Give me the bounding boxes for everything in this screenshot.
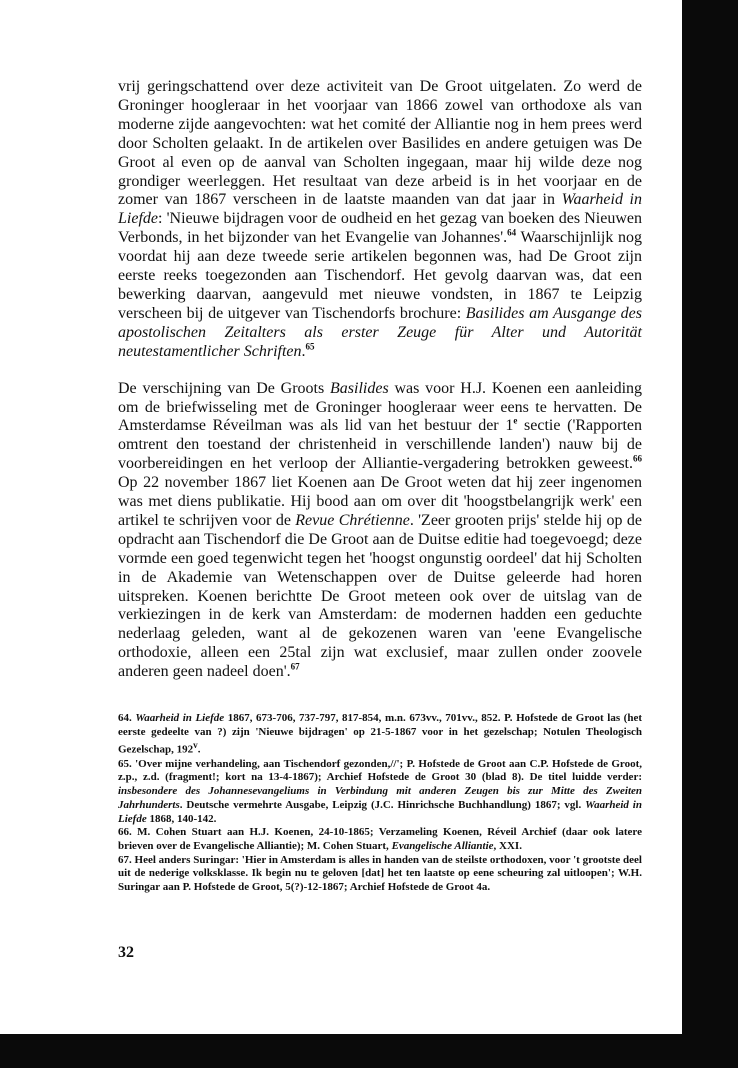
paragraph-1: vrij geringschattend over deze activiteit van De Groot uitgelaten. Zo werd de Groninger hoogleraar in het voorjaar van 1866 zowel van orthodoxe als van moderne zijde aangevochten: wat het comité der Alliantie nog in hem prees werd door Scholten gelaakt. In de artikelen over Basilides en andere getuigen was De Groot al even op de aanval van Scholten ingegaan, maar hij wilde deze nog grondiger weerleggen. Het resultaat van deze arbeid is in het voorjaar en de zomer van 1867 verscheen in de laatste maanden van dat jaar in Waarheid in Liefde: 'Nieuwe bijdragen voor de oudheid en het gezag van boeken des Nieuwen Verbonds, in het bijzonder van het Evangelie van Johannes'.$^{64}$ Waarschijnlijk nog voordat hij aan deze tweede serie artikelen begonnen was, had De Groot zijn eerste reeks toegezonden aan Tischendorf. Het gevolg daarvan was, dat een bewerking daarvan, aangevuld met nieuwe vondsten, in 1867 te Leipzig verscheen bij de uitgever van Tischendorfs brochure: Basilides am Ausgange des apostolischen Zeitalters als erster Zeuge für Alter und Autorität neutestamentlicher Schriften.$^{65}$ xyxy=(118,78,642,360)
footnote-ref-65: 65 xyxy=(305,341,315,352)
footnote-67: 67. Heel anders Suringar: 'Hier in Amsterdam is alles in handen van de steilste orthodoxen, voor 't grootste deel uit de nederige volksklasse. Ik begin nu te geloven [dat] het ten laatste op eene scheuring zal uitloopen'; W.H. Suringar aan P. Hofstede de Groot, 5(?)-12-1867; Archief Hofstede de Groot 4a. xyxy=(118,853,642,894)
main-text xyxy=(118,78,642,682)
footnote-64: 64. Waarheid in Liefde 1867, 673-706, 737-797, 817-854, m.n. 673vv., 701vv., 852. P. Hofstede de Groot las (het eerste gedeelte van ?) zijn 'Nieuwe bijdragen' op 21-5-1867 voor in het gezelschap; Notulen Theologisch Gezelschap, 192$^v$. xyxy=(118,712,642,757)
scan-edge-right xyxy=(682,0,738,1068)
scan-edge-bottom xyxy=(0,1034,738,1068)
footnote-ref-66: 66 xyxy=(633,453,642,464)
footnote-ref-64: 64 xyxy=(507,227,517,238)
footnote-65: 65. 'Over mijne verhandeling, aan Tischendorf gezonden,//'; P. Hofstede de Groot aan C.P. Hofstede de Groot, z.p., z.d. (fragment!; kort na 13-4-1867); Archief Hofstede de Groot 30 (blad 8). De titel luidde verder: insbesondere des Johannesevangeliums in Verbindung mit anderen Zeugen bis zur Mitte des Zweiten Jahrhunderts. Deutsche vermehrte Ausgabe, Leipzig (J.C. Hinrichsche Buchhandlung) 1867; vgl. Waarheid in Liefde 1868, 140-142. xyxy=(118,757,642,825)
paragraph-2: De verschijning van De Groots Basilides was voor H.J. Koenen een aanleiding om de briefwisseling met de Groninger hoogleraar weer eens te hervatten. De Amsterdamse Réveilman was als lid van het bestuur der 1e sectie ('Rapporten omtrent den toestand der christenheid in verschillende landen') nauw bij de voorbereidingen en het verloop der Alliantie-vergadering betrokken geweest.$^{66}$ Op 22 november 1867 liet Koenen aan De Groot weten dat hij zeer ingenomen was met diens publikatie. Hij bood aan om over dit 'hoogstbelangrijk werk' een artikel te schrijven voor de Revue Chrétienne. 'Zeer grooten prijs' stelde hij op de opdracht aan Tischendorf die De Groot aan de Duitse editie had toegevoegd; deze vormde een goed tegenwicht tegen het 'hoogst ongunstig oordeel' dat hij Scholten in de Akademie van Wetenschappen over de Duitse geleerde had horen uitspreken. Koenen berichtte De Groot meteen ook over de uitslag van de verkiezingen in de kerk van Amsterdam: de modernen hadden een geduchte nederlaag geleden, want al de gekozenen waren van 'eene Evangelische orthodoxie, alleen een 25tal zijn wat exclusief, maar zullen onder zoovele anderen geen nadeel doen'.$^{67}$ xyxy=(118,379,643,681)
footnote-66: 66. M. Cohen Stuart aan H.J. Koenen, 24-10-1865; Verzameling Koenen, Réveil Archief (daar ook latere brieven over de Evangelische Alliantie); M. Cohen Stuart, Evangelische Alliantie, XXI. xyxy=(118,826,642,852)
page-number: 32 xyxy=(118,944,134,961)
footnote-ref-67: 67 xyxy=(290,661,300,672)
footnotes xyxy=(118,712,642,895)
ordinal-superscript: e xyxy=(513,416,518,427)
